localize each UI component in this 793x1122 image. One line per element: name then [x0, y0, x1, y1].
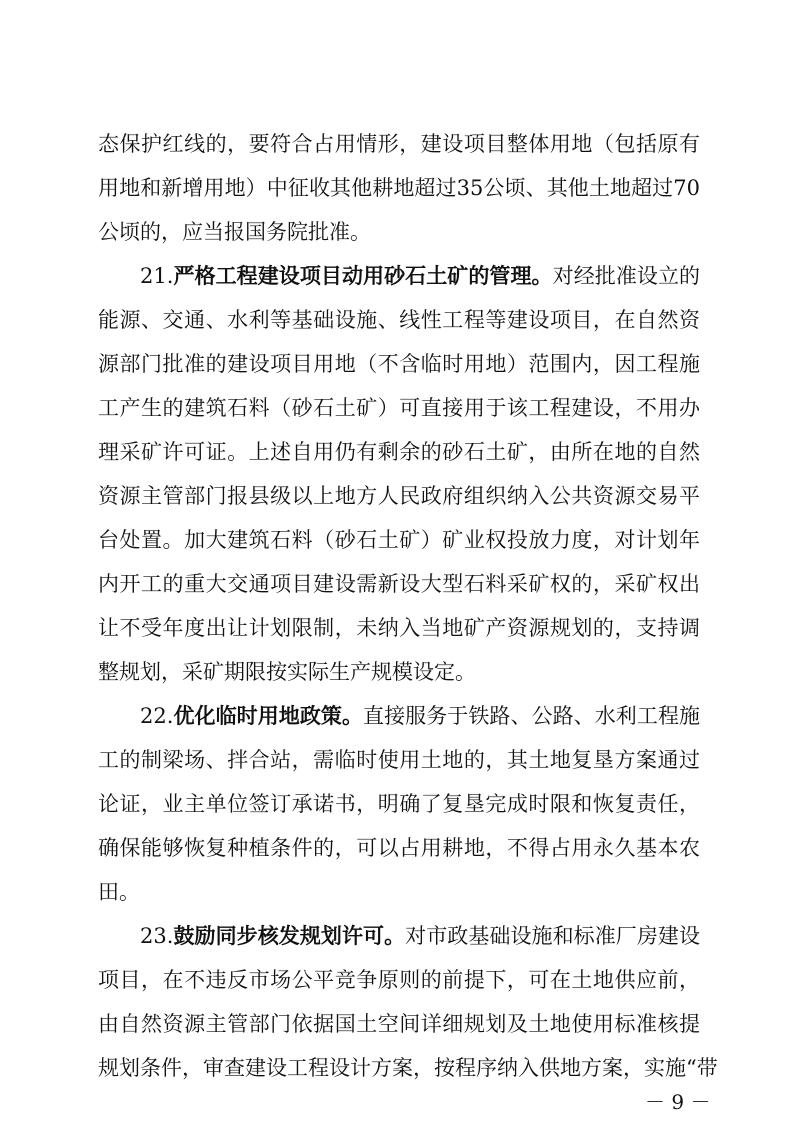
page-number: － 9 － — [645, 1090, 711, 1114]
section-21-title: 严格工程建设项目动用砂石土矿的管理。 — [173, 263, 553, 288]
paragraph-line: 态保护红线的，要符合占用情形，建设项目整体用地（包括原有 — [98, 132, 700, 156]
paragraph-line: 规划条件，审查建设工程设计方案，按程序纳入供地方案，实施“带 — [98, 1056, 718, 1080]
paragraph-line: 论证，业主单位签订承诺书，明确了复垦完成时限和恢复责任， — [98, 792, 700, 816]
paragraph-line: 项目，在不违反市场公平竞争原则的前提下，可在土地供应前， — [98, 968, 700, 992]
paragraph-line: 资源主管部门报县级以上地方人民政府组织纳入公共资源交易平 — [98, 484, 700, 508]
section-23-heading-line — [140, 923, 700, 949]
section-22-title: 优化临时用地政策。 — [173, 703, 364, 728]
section-22-number: 22. — [140, 704, 174, 728]
paragraph-line: 公顷的，应当报国务院批准。 — [98, 220, 371, 244]
paragraph-line: 由自然资源主管部门依据国土空间详细规划及土地使用标准核提 — [98, 1012, 700, 1036]
paragraph-line: 让不受年度出让计划限制，未纳入当地矿产资源规划的，支持调 — [98, 616, 700, 640]
paragraph-line: 田。 — [98, 880, 140, 904]
paragraph-line: 工产生的建筑石料（砂石土矿）可直接用于该工程建设，不用办 — [98, 396, 700, 420]
paragraph-line: 整规划，采矿期限按实际生产规模设定。 — [98, 660, 476, 684]
section-21-number: 21. — [140, 264, 174, 288]
paragraph-line: 用地和新增用地）中征收其他耕地超过35公顷、其他土地超过70 — [98, 176, 700, 200]
paragraph-line: 源部门批准的建设项目用地（不含临时用地）范围内，因工程施 — [98, 352, 700, 376]
paragraph-line: 工的制梁场、拌合站，需临时使用土地的，其土地复垦方案通过 — [98, 748, 700, 772]
section-23-number: 23. — [140, 924, 174, 948]
section-22-text: 直接服务于铁路、公路、水利工程施 — [363, 704, 701, 728]
paragraph-line: 理采矿许可证。上述自用仍有剩余的砂石土矿，由所在地的自然 — [98, 440, 700, 464]
paragraph-line: 确保能够恢复种植条件的，可以占用耕地，不得占用永久基本农 — [98, 836, 700, 860]
section-23-text: 对市政基础设施和标准厂房建设 — [405, 924, 700, 948]
paragraph-line: 内开工的重大交通项目建设需新设大型石料采矿权的，采矿权出 — [98, 572, 700, 596]
paragraph-line: 台处置。加大建筑石料（砂石土矿）矿业权投放力度，对计划年 — [98, 528, 700, 552]
section-21-text: 对经批准设立的 — [552, 264, 701, 288]
section-22-heading-line — [140, 703, 700, 729]
paragraph-line: 能源、交通、水利等基础设施、线性工程等建设项目，在自然资 — [98, 308, 700, 332]
section-21-heading-line — [140, 263, 700, 289]
section-23-title: 鼓励同步核发规划许可。 — [173, 923, 406, 948]
